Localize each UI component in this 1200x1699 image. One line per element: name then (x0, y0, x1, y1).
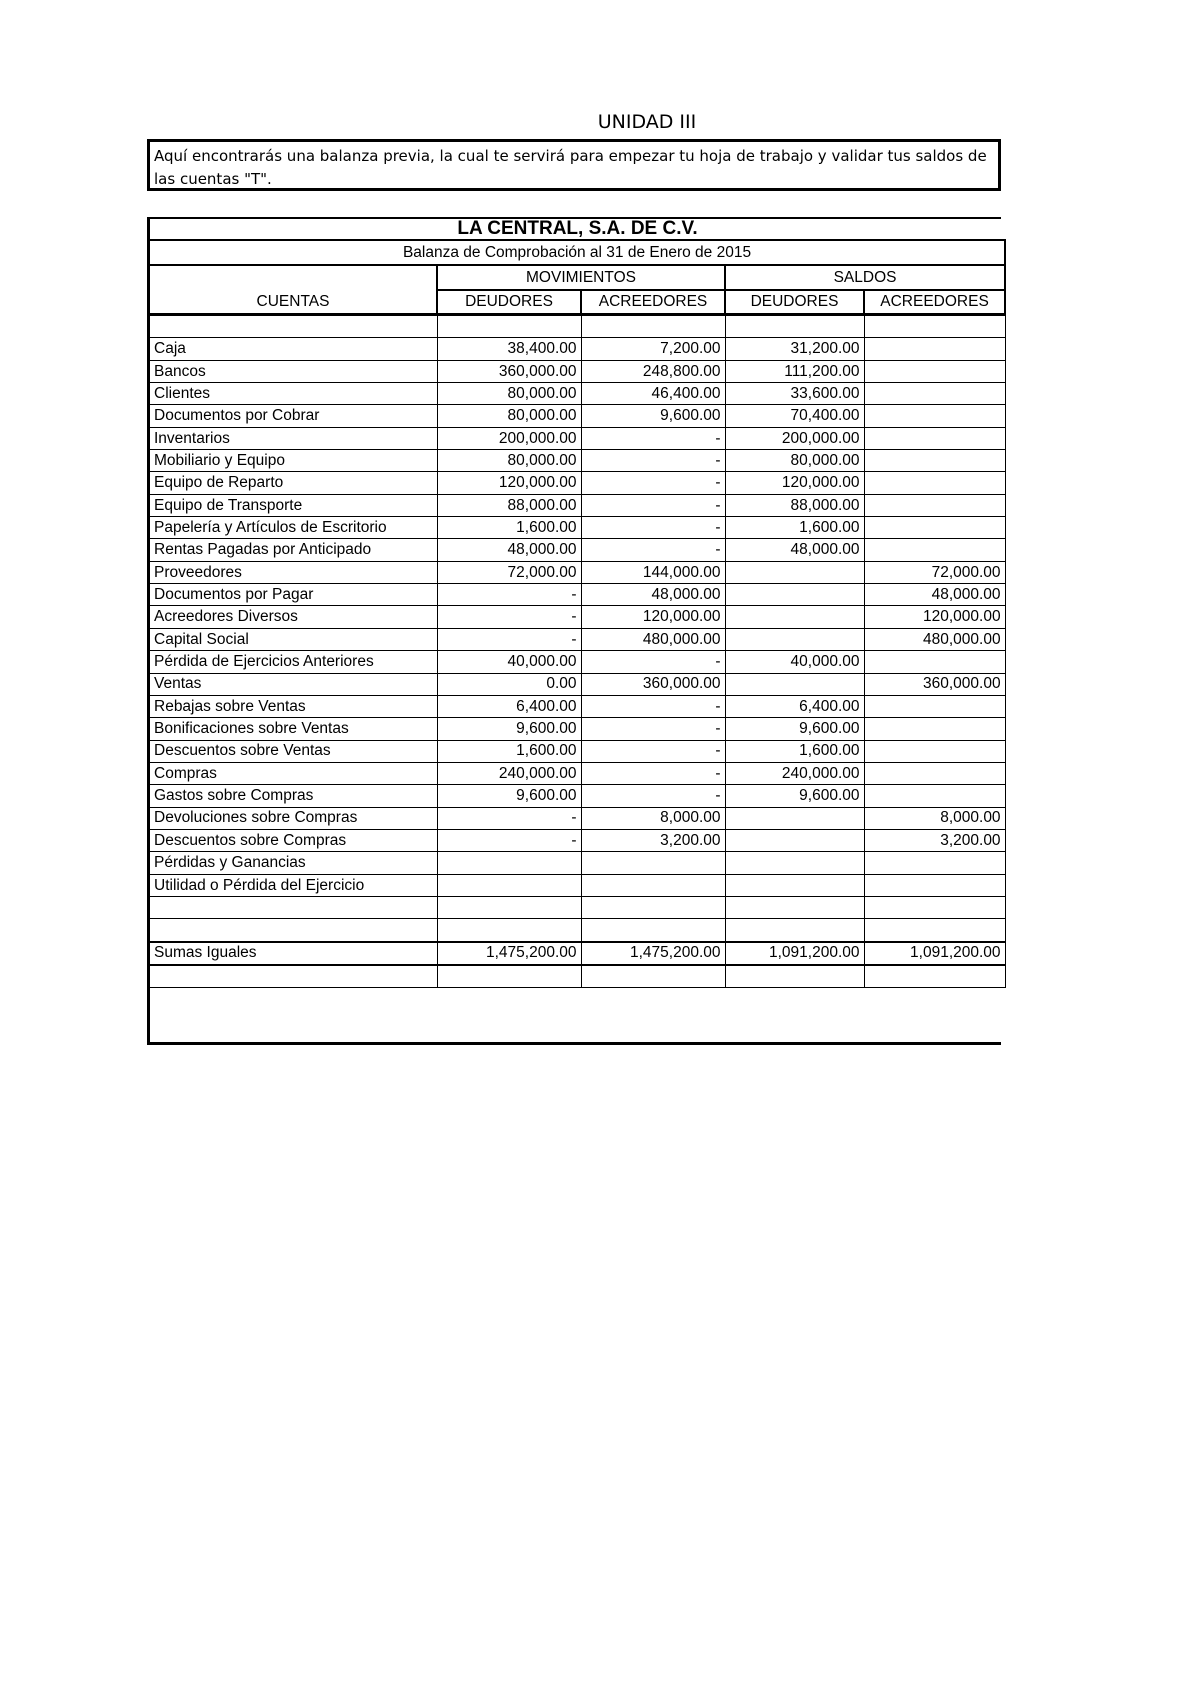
cell-sal-acreedores: 72,000.00 (864, 561, 1005, 583)
cell-mov-deudores: - (437, 807, 581, 829)
table-row (150, 762, 1005, 784)
cell-sal-acreedores (864, 852, 1005, 874)
account-name: Acreedores Diversos (150, 606, 437, 628)
table-row (150, 807, 1005, 829)
cell-sal-deudores (725, 874, 864, 896)
cell-mov-acreedores: 144,000.00 (581, 561, 725, 583)
header-spacer (150, 265, 437, 290)
account-name: Bancos (150, 360, 437, 382)
balance-subtitle: Balanza de Comprobación al 31 de Enero de 2015 (150, 240, 1005, 265)
cell-sal-deudores: 6,400.00 (725, 695, 864, 717)
cell-sal-acreedores (864, 785, 1005, 807)
cell-sal-acreedores: 48,000.00 (864, 584, 1005, 606)
table-row (150, 539, 1005, 561)
account-name: Capital Social (150, 628, 437, 650)
cell-sal-acreedores (864, 874, 1005, 896)
cell-sal-acreedores (864, 450, 1005, 472)
cell-mov-deudores: 80,000.00 (437, 450, 581, 472)
cell-sal-deudores (725, 561, 864, 583)
account-name: Descuentos sobre Ventas (150, 740, 437, 762)
cell-mov-acreedores: - (581, 472, 725, 494)
cell-mov-deudores: - (437, 829, 581, 851)
unit-title: UNIDAD III (597, 111, 697, 133)
totals-label: Sumas Iguales (150, 942, 437, 965)
cell-mov-deudores: 360,000.00 (437, 360, 581, 382)
cell-mov-acreedores: 7,200.00 (581, 338, 725, 360)
cell-sal-deudores (725, 829, 864, 851)
cell-mov-deudores: 80,000.00 (437, 383, 581, 405)
trial-balance-table (150, 217, 1006, 1009)
account-name: Equipo de Transporte (150, 494, 437, 516)
table-row (150, 852, 1005, 874)
cell-mov-deudores (437, 896, 581, 918)
cell-sal-deudores: 240,000.00 (725, 762, 864, 784)
cell-mov-acreedores: - (581, 427, 725, 449)
cell-sal-deudores (725, 896, 864, 918)
totals-row (150, 942, 1005, 965)
cell-mov-acreedores: - (581, 539, 725, 561)
cell-sal-acreedores: 480,000.00 (864, 628, 1005, 650)
cell-mov-acreedores: - (581, 740, 725, 762)
account-name (150, 896, 437, 918)
account-name: Rebajas sobre Ventas (150, 695, 437, 717)
total-sal-deudores: 1,091,200.00 (725, 942, 864, 965)
table-row (150, 628, 1005, 650)
cell-mov-acreedores: - (581, 695, 725, 717)
cell-mov-acreedores: 9,600.00 (581, 405, 725, 427)
cell-sal-acreedores (864, 360, 1005, 382)
cell-mov-acreedores: 8,000.00 (581, 807, 725, 829)
account-name: Documentos por Cobrar (150, 405, 437, 427)
table-row (150, 695, 1005, 717)
account-name: Equipo de Reparto (150, 472, 437, 494)
cell-sal-deudores: 1,600.00 (725, 740, 864, 762)
cell-sal-deudores: 111,200.00 (725, 360, 864, 382)
cell-mov-acreedores (581, 896, 725, 918)
cell-sal-acreedores: 3,200.00 (864, 829, 1005, 851)
company-name: LA CENTRAL, S.A. DE C.V. (150, 217, 1005, 240)
account-name: Utilidad o Pérdida del Ejercicio (150, 874, 437, 896)
cell-sal-deudores (725, 606, 864, 628)
cell-sal-acreedores (864, 651, 1005, 673)
account-name: Pérdidas y Ganancias (150, 852, 437, 874)
account-name: Caja (150, 338, 437, 360)
cell-sal-deudores: 9,600.00 (725, 718, 864, 740)
account-name: Clientes (150, 383, 437, 405)
account-name: Compras (150, 762, 437, 784)
cell-sal-acreedores: 360,000.00 (864, 673, 1005, 695)
table-row (150, 450, 1005, 472)
cell-mov-deudores: - (437, 584, 581, 606)
table-row (150, 338, 1005, 360)
cell-sal-acreedores (864, 338, 1005, 360)
table-row (150, 561, 1005, 583)
cell-mov-acreedores: 48,000.00 (581, 584, 725, 606)
cell-mov-deudores: - (437, 606, 581, 628)
blank-row (150, 965, 1005, 988)
table-row (150, 896, 1005, 918)
cell-mov-deudores: 1,600.00 (437, 740, 581, 762)
group-movimientos: MOVIMIENTOS (437, 265, 725, 290)
total-mov-deudores: 1,475,200.00 (437, 942, 581, 965)
cell-mov-acreedores (581, 852, 725, 874)
total-mov-acreedores: 1,475,200.00 (581, 942, 725, 965)
table-row (150, 427, 1005, 449)
cell-sal-deudores (725, 807, 864, 829)
cell-mov-acreedores: 120,000.00 (581, 606, 725, 628)
total-sal-acreedores: 1,091,200.00 (864, 942, 1005, 965)
cell-sal-acreedores (864, 919, 1005, 942)
cell-mov-acreedores: - (581, 718, 725, 740)
cell-mov-acreedores: 480,000.00 (581, 628, 725, 650)
account-name: Proveedores (150, 561, 437, 583)
cell-sal-deudores: 48,000.00 (725, 539, 864, 561)
cell-mov-deudores: 9,600.00 (437, 785, 581, 807)
cell-mov-deudores: 48,000.00 (437, 539, 581, 561)
cell-mov-deudores: 9,600.00 (437, 718, 581, 740)
col-mov-deudores: DEUDORES (437, 290, 581, 315)
cell-sal-deudores: 1,600.00 (725, 517, 864, 539)
intro-box (147, 139, 1001, 191)
cell-sal-deudores (725, 628, 864, 650)
cell-sal-deudores: 88,000.00 (725, 494, 864, 516)
cell-sal-acreedores (864, 383, 1005, 405)
account-name: Pérdida de Ejercicios Anteriores (150, 651, 437, 673)
cell-sal-deudores: 31,200.00 (725, 338, 864, 360)
table-row (150, 494, 1005, 516)
cell-mov-acreedores: - (581, 494, 725, 516)
cell-mov-deudores: - (437, 628, 581, 650)
cell-mov-deudores (437, 852, 581, 874)
cell-sal-deudores (725, 919, 864, 942)
cell-sal-deudores: 120,000.00 (725, 472, 864, 494)
group-saldos: SALDOS (725, 265, 1005, 290)
cell-sal-deudores: 9,600.00 (725, 785, 864, 807)
account-name: Descuentos sobre Compras (150, 829, 437, 851)
account-name: Papelería y Artículos de Escritorio (150, 517, 437, 539)
cell-mov-deudores: 6,400.00 (437, 695, 581, 717)
blank-row (150, 315, 1005, 338)
table-row (150, 829, 1005, 851)
account-name (150, 919, 437, 942)
cell-sal-deudores: 80,000.00 (725, 450, 864, 472)
cell-sal-deudores: 70,400.00 (725, 405, 864, 427)
cell-sal-acreedores (864, 405, 1005, 427)
cell-sal-deudores: 33,600.00 (725, 383, 864, 405)
cell-mov-acreedores (581, 919, 725, 942)
cell-sal-acreedores: 120,000.00 (864, 606, 1005, 628)
cell-mov-deudores: 72,000.00 (437, 561, 581, 583)
table-row (150, 651, 1005, 673)
cell-mov-acreedores (581, 874, 725, 896)
cell-mov-deudores: 38,400.00 (437, 338, 581, 360)
table-row (150, 584, 1005, 606)
cell-sal-acreedores (864, 539, 1005, 561)
cell-mov-acreedores: - (581, 450, 725, 472)
cell-sal-acreedores (864, 740, 1005, 762)
cell-sal-acreedores (864, 718, 1005, 740)
trial-balance-sheet (147, 217, 1001, 1045)
account-name: Devoluciones sobre Compras (150, 807, 437, 829)
table-row (150, 718, 1005, 740)
account-name: Documentos por Pagar (150, 584, 437, 606)
blank-row (150, 987, 1005, 1009)
col-cuentas: CUENTAS (150, 290, 437, 315)
table-row (150, 606, 1005, 628)
cell-mov-acreedores: - (581, 517, 725, 539)
cell-mov-acreedores: - (581, 762, 725, 784)
table-row (150, 919, 1005, 942)
account-name: Inventarios (150, 427, 437, 449)
col-sal-deudores: DEUDORES (725, 290, 864, 315)
table-row (150, 740, 1005, 762)
table-row (150, 360, 1005, 382)
cell-mov-deudores: 120,000.00 (437, 472, 581, 494)
account-name: Rentas Pagadas por Anticipado (150, 539, 437, 561)
cell-sal-acreedores (864, 762, 1005, 784)
cell-mov-deudores (437, 919, 581, 942)
cell-mov-deudores: 80,000.00 (437, 405, 581, 427)
cell-sal-acreedores (864, 695, 1005, 717)
cell-sal-acreedores (864, 896, 1005, 918)
cell-sal-acreedores: 8,000.00 (864, 807, 1005, 829)
table-row (150, 874, 1005, 896)
cell-mov-acreedores: 248,800.00 (581, 360, 725, 382)
cell-mov-acreedores: 360,000.00 (581, 673, 725, 695)
cell-mov-acreedores: 3,200.00 (581, 829, 725, 851)
account-name: Gastos sobre Compras (150, 785, 437, 807)
account-name: Ventas (150, 673, 437, 695)
cell-mov-deudores: 0.00 (437, 673, 581, 695)
cell-mov-deudores (437, 874, 581, 896)
cell-sal-deudores: 200,000.00 (725, 427, 864, 449)
cell-sal-deudores (725, 852, 864, 874)
cell-mov-deudores: 40,000.00 (437, 651, 581, 673)
col-mov-acreedores: ACREEDORES (581, 290, 725, 315)
cell-mov-acreedores: - (581, 651, 725, 673)
cell-sal-deudores (725, 584, 864, 606)
cell-sal-acreedores (864, 494, 1005, 516)
account-name: Bonificaciones sobre Ventas (150, 718, 437, 740)
table-row (150, 472, 1005, 494)
cell-mov-deudores: 1,600.00 (437, 517, 581, 539)
table-row (150, 405, 1005, 427)
cell-sal-acreedores (864, 427, 1005, 449)
cell-mov-deudores: 88,000.00 (437, 494, 581, 516)
account-name: Mobiliario y Equipo (150, 450, 437, 472)
table-row (150, 517, 1005, 539)
cell-sal-deudores (725, 673, 864, 695)
cell-mov-acreedores: - (581, 785, 725, 807)
cell-sal-deudores: 40,000.00 (725, 651, 864, 673)
intro-text: Aquí encontrarás una balanza previa, la cual te servirá para empezar tu hoja de trabajo y validar tus saldos de las cuentas "T". (154, 147, 987, 188)
table-row (150, 673, 1005, 695)
cell-mov-deudores: 200,000.00 (437, 427, 581, 449)
col-sal-acreedores: ACREEDORES (864, 290, 1005, 315)
cell-mov-acreedores: 46,400.00 (581, 383, 725, 405)
cell-sal-acreedores (864, 472, 1005, 494)
cell-mov-deudores: 240,000.00 (437, 762, 581, 784)
table-row (150, 785, 1005, 807)
table-row (150, 383, 1005, 405)
cell-sal-acreedores (864, 517, 1005, 539)
